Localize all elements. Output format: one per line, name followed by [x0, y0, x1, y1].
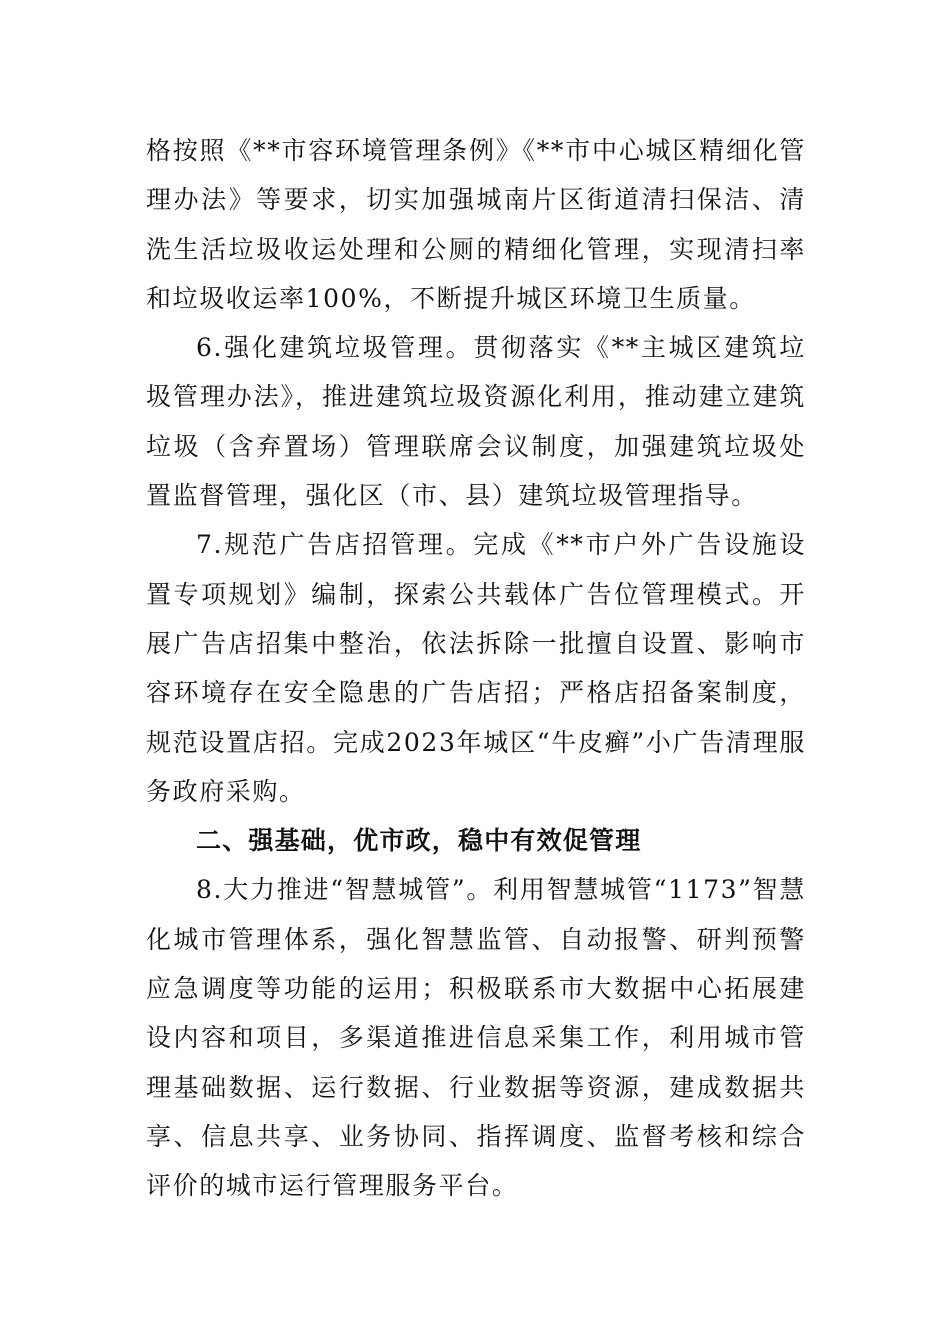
paragraph-8-smart-city-management: 8.大力推进“智慧城管”。利用智慧城管“1173”智慧化城市管理体系，强化智慧监管、自动报警、研判预警应急调度等功能的运用；积极联系市大数据中心拓展建设内容和项目，多渠道推进信息采集工作，利用城市管理基础数据、运行数据、行业数据等资源，建成数据共享、信息共享、业务协同、指挥调度、监督考核和综合评价的城市运行管理服务平台。 — [146, 875, 806, 1201]
document-body — [146, 126, 806, 1211]
section-heading: 二、强基础，优市政，稳中有效促管理 — [196, 826, 642, 856]
paragraph-7-advertising-signs: 7.规范广告店招管理。完成《**市户外广告设施设置专项规划》编制，探索公共载体广告位管理模式。开展广告店招集中整治，依法拆除一批擅自设置、影响市容环境存在安全隐患的广告店招；严格店招备案制度，规范设置店招。完成2023年城区“牛皮癣”小广告清理服务政府采购。 — [146, 530, 806, 806]
paragraph-6-construction-waste: 6.强化建筑垃圾管理。贯彻落实《**主城区建筑垃圾管理办法》，推进建筑垃圾资源化利用，推动建立建筑垃圾（含弃置场）管理联席会议制度，加强建筑垃圾处置监督管理，强化区（市、县）建筑垃圾管理指导。 — [146, 333, 806, 511]
paragraph-continued: 格按照《**市容环境管理条例》《**市中心城区精细化管理办法》等要求，切实加强城南片区街道清扫保洁、清洗生活垃圾收运处理和公厕的精细化管理，实现清扫率和垃圾收运率100%，不断提升城区环境卫生质量。 — [146, 136, 806, 313]
